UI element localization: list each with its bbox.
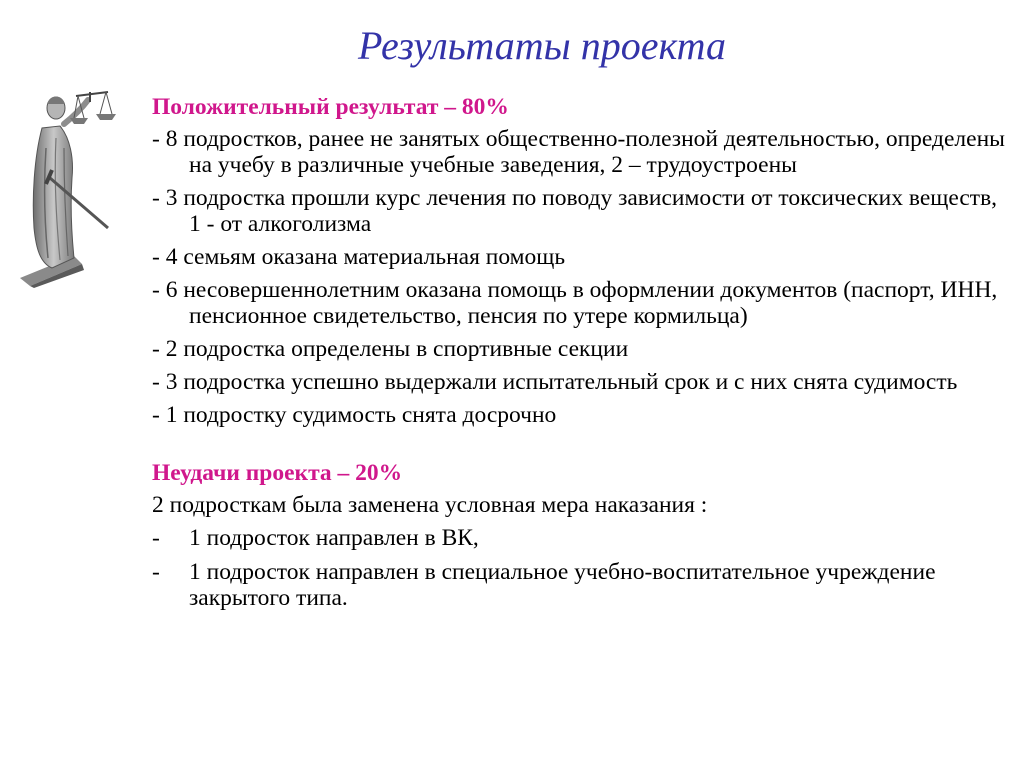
list-item: - 3 подростка прошли курс лечения по поводу зависимости от токсических веществ, 1 - от алкоголизма <box>152 185 998 237</box>
list-item <box>152 559 1012 611</box>
list-item-text: 1 подросток направлен в специальное учебно-воспитательное учреждение закрытого типа. <box>189 559 936 611</box>
list-item <box>152 525 1012 551</box>
list-item-text: 1 подросток направлен в ВК, <box>189 525 479 551</box>
justice-statue-icon <box>12 78 142 288</box>
dash-marker: - <box>152 559 160 585</box>
list-item: - 2 подростка определены в спортивные секции <box>152 336 629 362</box>
list-item: - 6 несовершеннолетним оказана помощь в оформлении документов (паспорт, ИНН, пенсионное свидетельство, пенсия по утере кормильца) <box>152 277 998 329</box>
list-item: - 3 подростка успешно выдержали испытательный срок и с них снята судимость <box>152 369 958 395</box>
content <box>152 94 1012 619</box>
negative-heading: Неудачи проекта – 20% <box>152 460 403 486</box>
list-item: - 1 подростку судимость снята досрочно <box>152 402 557 428</box>
positive-heading: Положительный результат – 80% <box>152 94 509 120</box>
slide-title: Результаты проекта <box>358 23 727 68</box>
list-item: - 4 семьям оказана материальная помощь <box>152 244 566 270</box>
negative-intro: 2 подросткам была заменена условная мера наказания : <box>152 492 708 518</box>
dash-marker: - <box>152 525 160 551</box>
list-item: - 8 подростков, ранее не занятых общественно-полезной деятельностью, определены на учебу в различные учебные заведения, 2 – трудоустроены <box>152 126 1005 178</box>
